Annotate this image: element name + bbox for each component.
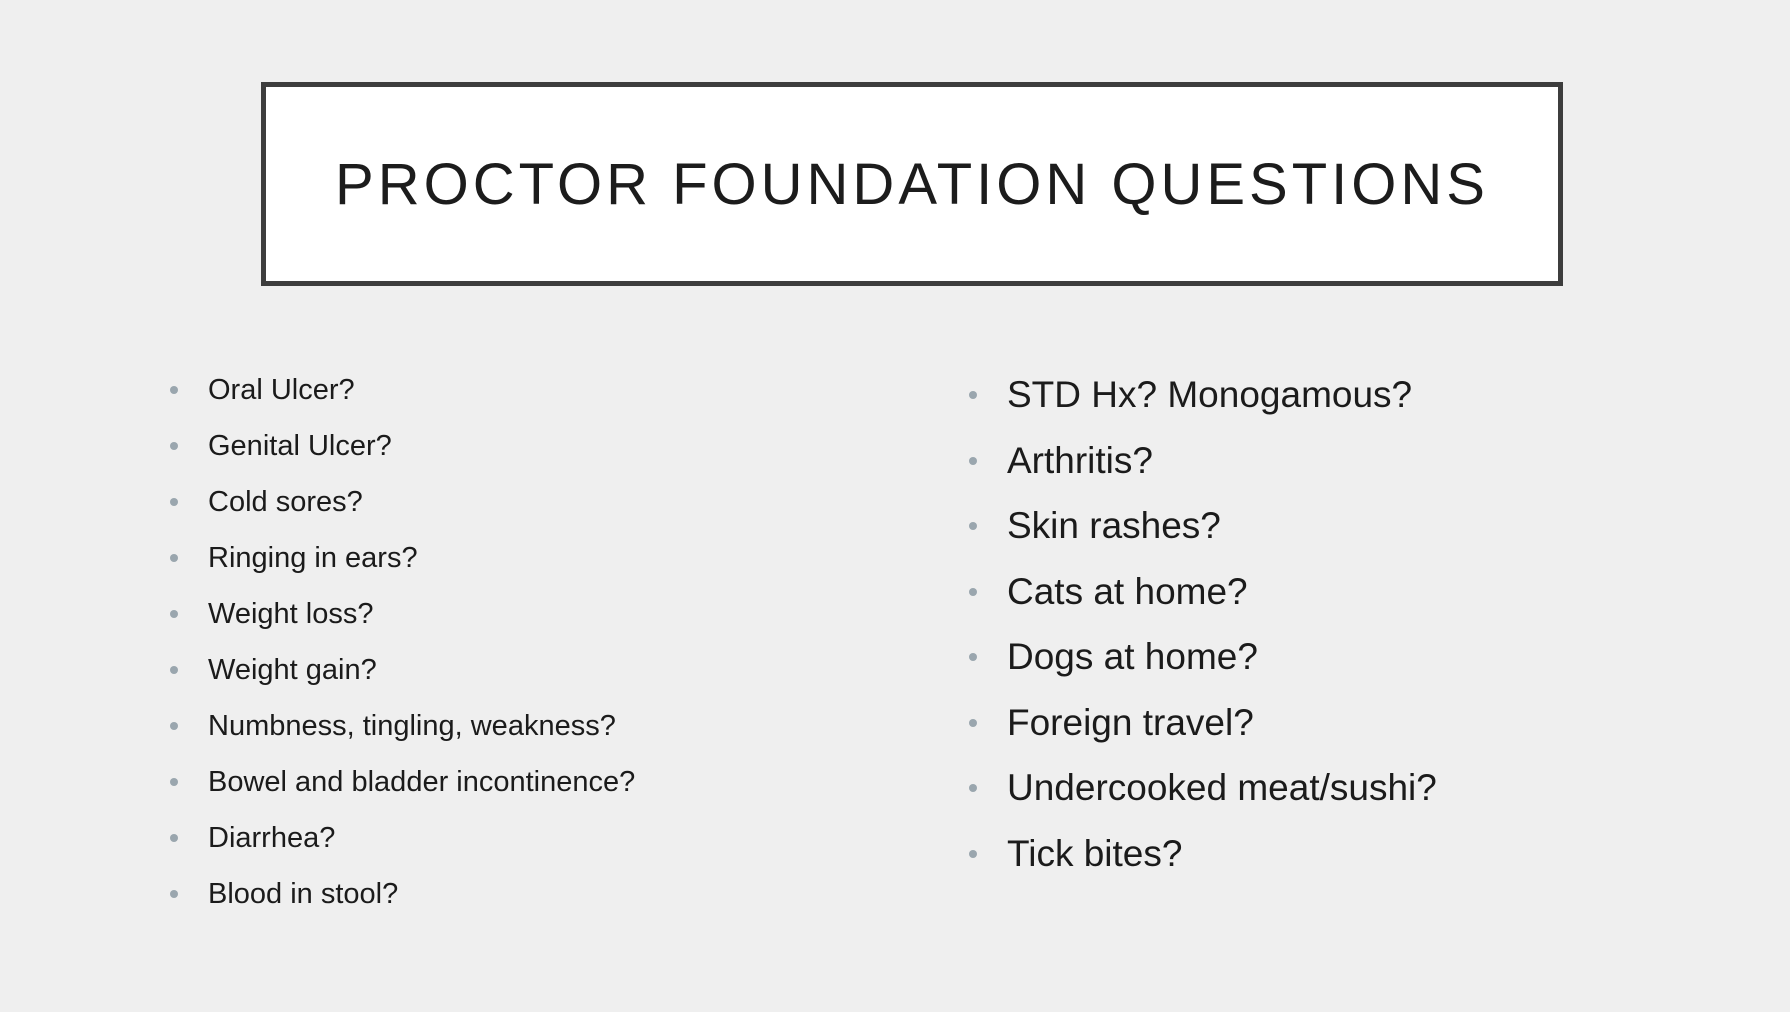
list-item <box>966 634 1437 700</box>
list-item-text: Numbness, tingling, weakness? <box>208 710 616 742</box>
bullet-icon <box>969 457 977 465</box>
bullet-icon <box>969 653 977 661</box>
list-item <box>167 370 635 426</box>
bullet-icon <box>969 719 977 727</box>
bullet-icon <box>170 834 178 842</box>
bullet-icon <box>969 522 977 530</box>
list-item <box>966 503 1437 569</box>
list-item-text: Weight loss? <box>208 598 374 630</box>
list-item-text: Ringing in ears? <box>208 542 418 574</box>
bullet-icon <box>969 391 977 399</box>
list-item <box>167 650 635 706</box>
list-item-text: Genital Ulcer? <box>208 430 392 462</box>
slide-title: PROCTOR FOUNDATION QUESTIONS <box>335 151 1489 217</box>
list-item <box>167 426 635 482</box>
list-item <box>966 700 1437 766</box>
list-item-text: Arthritis? <box>1007 439 1153 481</box>
list-item <box>167 482 635 538</box>
list-item-text: Cold sores? <box>208 486 363 518</box>
list-item <box>167 874 635 930</box>
bullet-icon <box>170 498 178 506</box>
list-item-text: Blood in stool? <box>208 878 399 910</box>
bullet-icon <box>170 442 178 450</box>
list-item-text: Oral Ulcer? <box>208 374 355 406</box>
bullet-icon <box>170 778 178 786</box>
list-item-text: STD Hx? Monogamous? <box>1007 374 1413 415</box>
bullet-icon <box>969 850 977 858</box>
list-item <box>966 569 1437 635</box>
bullet-icon <box>170 554 178 562</box>
list-item-text: Weight gain? <box>208 654 377 686</box>
bullet-icon <box>170 722 178 730</box>
list-item <box>966 372 1437 438</box>
list-item-text: Foreign travel? <box>1007 701 1254 743</box>
list-item <box>167 818 635 874</box>
list-item-text: Dogs at home? <box>1007 636 1258 677</box>
bullet-icon <box>969 784 977 792</box>
bullet-icon <box>170 666 178 674</box>
list-item-text: Bowel and bladder incontinence? <box>208 766 636 798</box>
list-item-text: Tick bites? <box>1007 832 1183 874</box>
list-item <box>966 765 1437 831</box>
list-item-text: Undercooked meat/sushi? <box>1007 767 1437 808</box>
list-item <box>167 762 635 818</box>
bullet-icon <box>170 610 178 618</box>
bullet-icon <box>170 890 178 898</box>
bullet-icon <box>969 588 977 596</box>
title-box <box>261 82 1563 286</box>
left-question-list <box>167 370 635 930</box>
list-item <box>966 438 1437 504</box>
list-item-text: Cats at home? <box>1007 570 1248 612</box>
list-item-text: Skin rashes? <box>1007 505 1221 546</box>
list-item <box>167 538 635 594</box>
list-item <box>167 594 635 650</box>
bullet-icon <box>170 386 178 394</box>
list-item <box>966 831 1437 897</box>
right-question-list <box>966 372 1437 896</box>
list-item <box>167 706 635 762</box>
list-item-text: Diarrhea? <box>208 822 336 854</box>
